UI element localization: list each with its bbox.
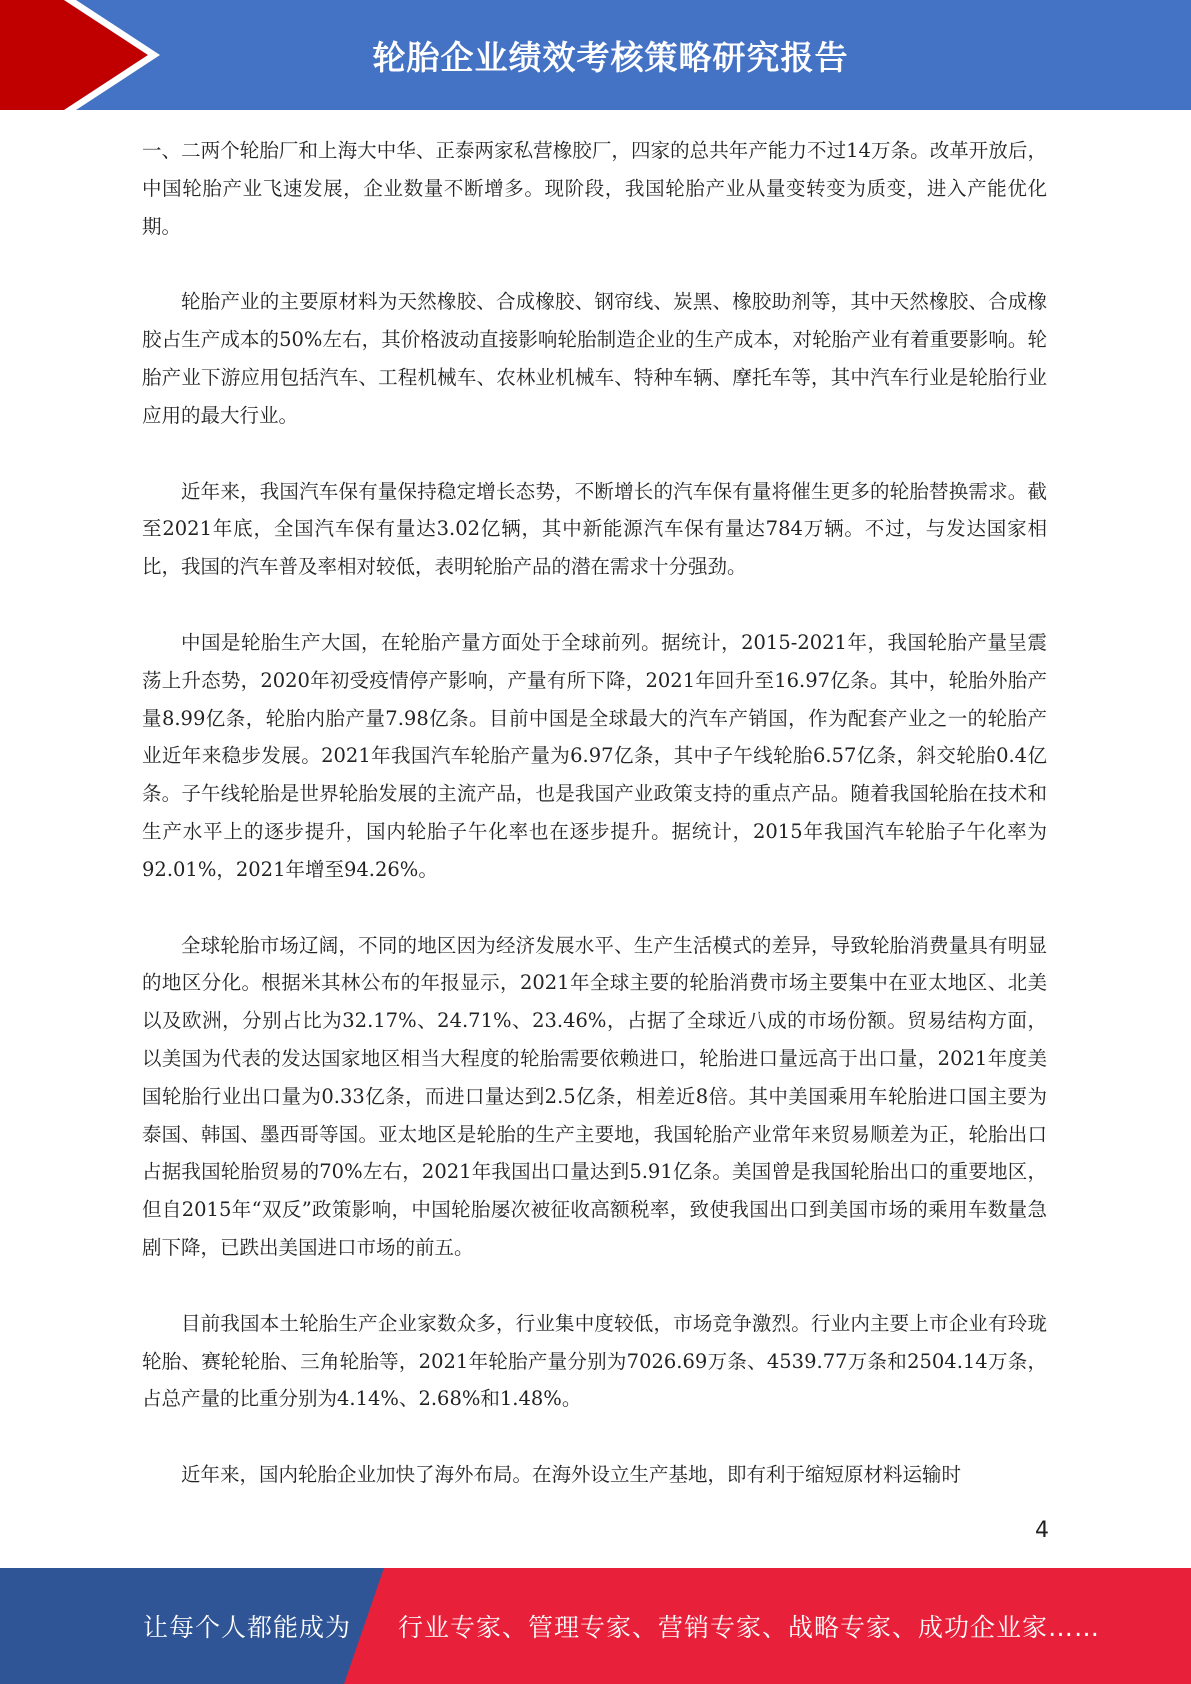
paragraph: 全球轮胎市场辽阔，不同的地区因为经济发展水平、生产生活模式的差异，导致轮胎消费量具有明显的地区分化。根据米其林公布的年报显示，2021年全球主要的轮胎消费市场主要集中在亚太地区、北美以及欧洲，分别占比为32.17%、24.71%、23.46%，占据了全球近八成的市场份额。贸易结构方面，以美国为代表的发达国家地区相当大程度的轮胎需要依赖进口，轮胎进口量远高于出口量，2021年度美国轮胎行业出口量为0.33亿条，而进口量达到2.5亿条，相差近8倍。其中美国乘用车轮胎进口国主要为泰国、韩国、墨西哥等国。亚太地区是轮胎的生产主要地，我国轮胎产业常年来贸易顺差为正，轮胎出口占据我国轮胎贸易的70%左右，2021年我国出口量达到5.91亿条。美国曾是我国轮胎出口的重要地区，但自2015年“双反”政策影响，中国轮胎屡次被征收高额税率，致使我国出口到美国市场的乘用车数量急剧下降，已跌出美国进口市场的前五。 xyxy=(142,933,1047,1259)
paragraph: 目前我国本土轮胎生产企业家数众多，行业集中度较低，市场竞争激烈。行业内主要上市企业有玲珑轮胎、赛轮轮胎、三角轮胎等，2021年轮胎产量分别为7026.69万条、4539.77万条和2504.14万条，占总产量的比重分别为4.14%、2.68%和1.48%。 xyxy=(142,1311,1047,1411)
paragraph: 中国是轮胎生产大国，在轮胎产量方面处于全球前列。据统计，2015-2021年，我国轮胎产量呈震荡上升态势，2020年初受疫情停产影响，产量有所下降，2021年回升至16.97亿条。其中，轮胎外胎产量8.99亿条，轮胎内胎产量7.98亿条。目前中国是全球最大的汽车产销国，作为配套产业之一的轮胎产业近年来稳步发展。2021年我国汽车轮胎产量为6.97亿条，其中子午线轮胎6.57亿条，斜交轮胎0.4亿条。子午线轮胎是世界轮胎发展的主流产品，也是我国产业政策支持的重点产品。随着我国轮胎在技术和生产水平上的逐步提升，国内轮胎子午化率也在逐步提升。据统计，2015年我国汽车轮胎子午化率为92.01%，2021年增至94.26%。 xyxy=(142,630,1047,881)
report-title: 轮胎企业绩效考核策略研究报告 xyxy=(372,37,849,77)
footer-banner xyxy=(0,1568,1191,1684)
footer-roles: 行业专家、管理专家、营销专家、战略专家、成功企业家…… xyxy=(398,1613,1101,1642)
document-body xyxy=(142,132,1047,1532)
paragraph: 近年来，国内轮胎企业加快了海外布局。在海外设立生产基地，即有利于缩短原材料运输时 xyxy=(181,1463,962,1487)
header-bar xyxy=(0,0,1191,110)
paragraph: 轮胎产业的主要原材料为天然橡胶、合成橡胶、钢帘线、炭黑、橡胶助剂等，其中天然橡胶、合成橡胶占生产成本的50%左右，其价格波动直接影响轮胎制造企业的生产成本，对轮胎产业有着重要影响。轮胎产业下游应用包括汽车、工程机械车、农林业机械车、特种车辆、摩托车等，其中汽车行业是轮胎行业应用的最大行业。 xyxy=(142,290,1047,427)
footer-slogan: 让每个人都能成为 xyxy=(143,1613,352,1642)
paragraph: 一、二两个轮胎厂和上海大中华、正泰两家私营橡胶厂，四家的总共年产能力不过14万条。改革开放后，中国轮胎产业飞速发展，企业数量不断增多。现阶段，我国轮胎产业从量变转变为质变，进入产能优化期。 xyxy=(142,139,1047,238)
page-number: 4 xyxy=(1035,1518,1049,1543)
paragraph: 近年来，我国汽车保有量保持稳定增长态势，不断增长的汽车保有量将催生更多的轮胎替换需求。截至2021年底，全国汽车保有量达3.02亿辆，其中新能源汽车保有量达784万辆。不过，与发达国家相比，我国的汽车普及率相对较低，表明轮胎产品的潜在需求十分强劲。 xyxy=(142,479,1047,579)
